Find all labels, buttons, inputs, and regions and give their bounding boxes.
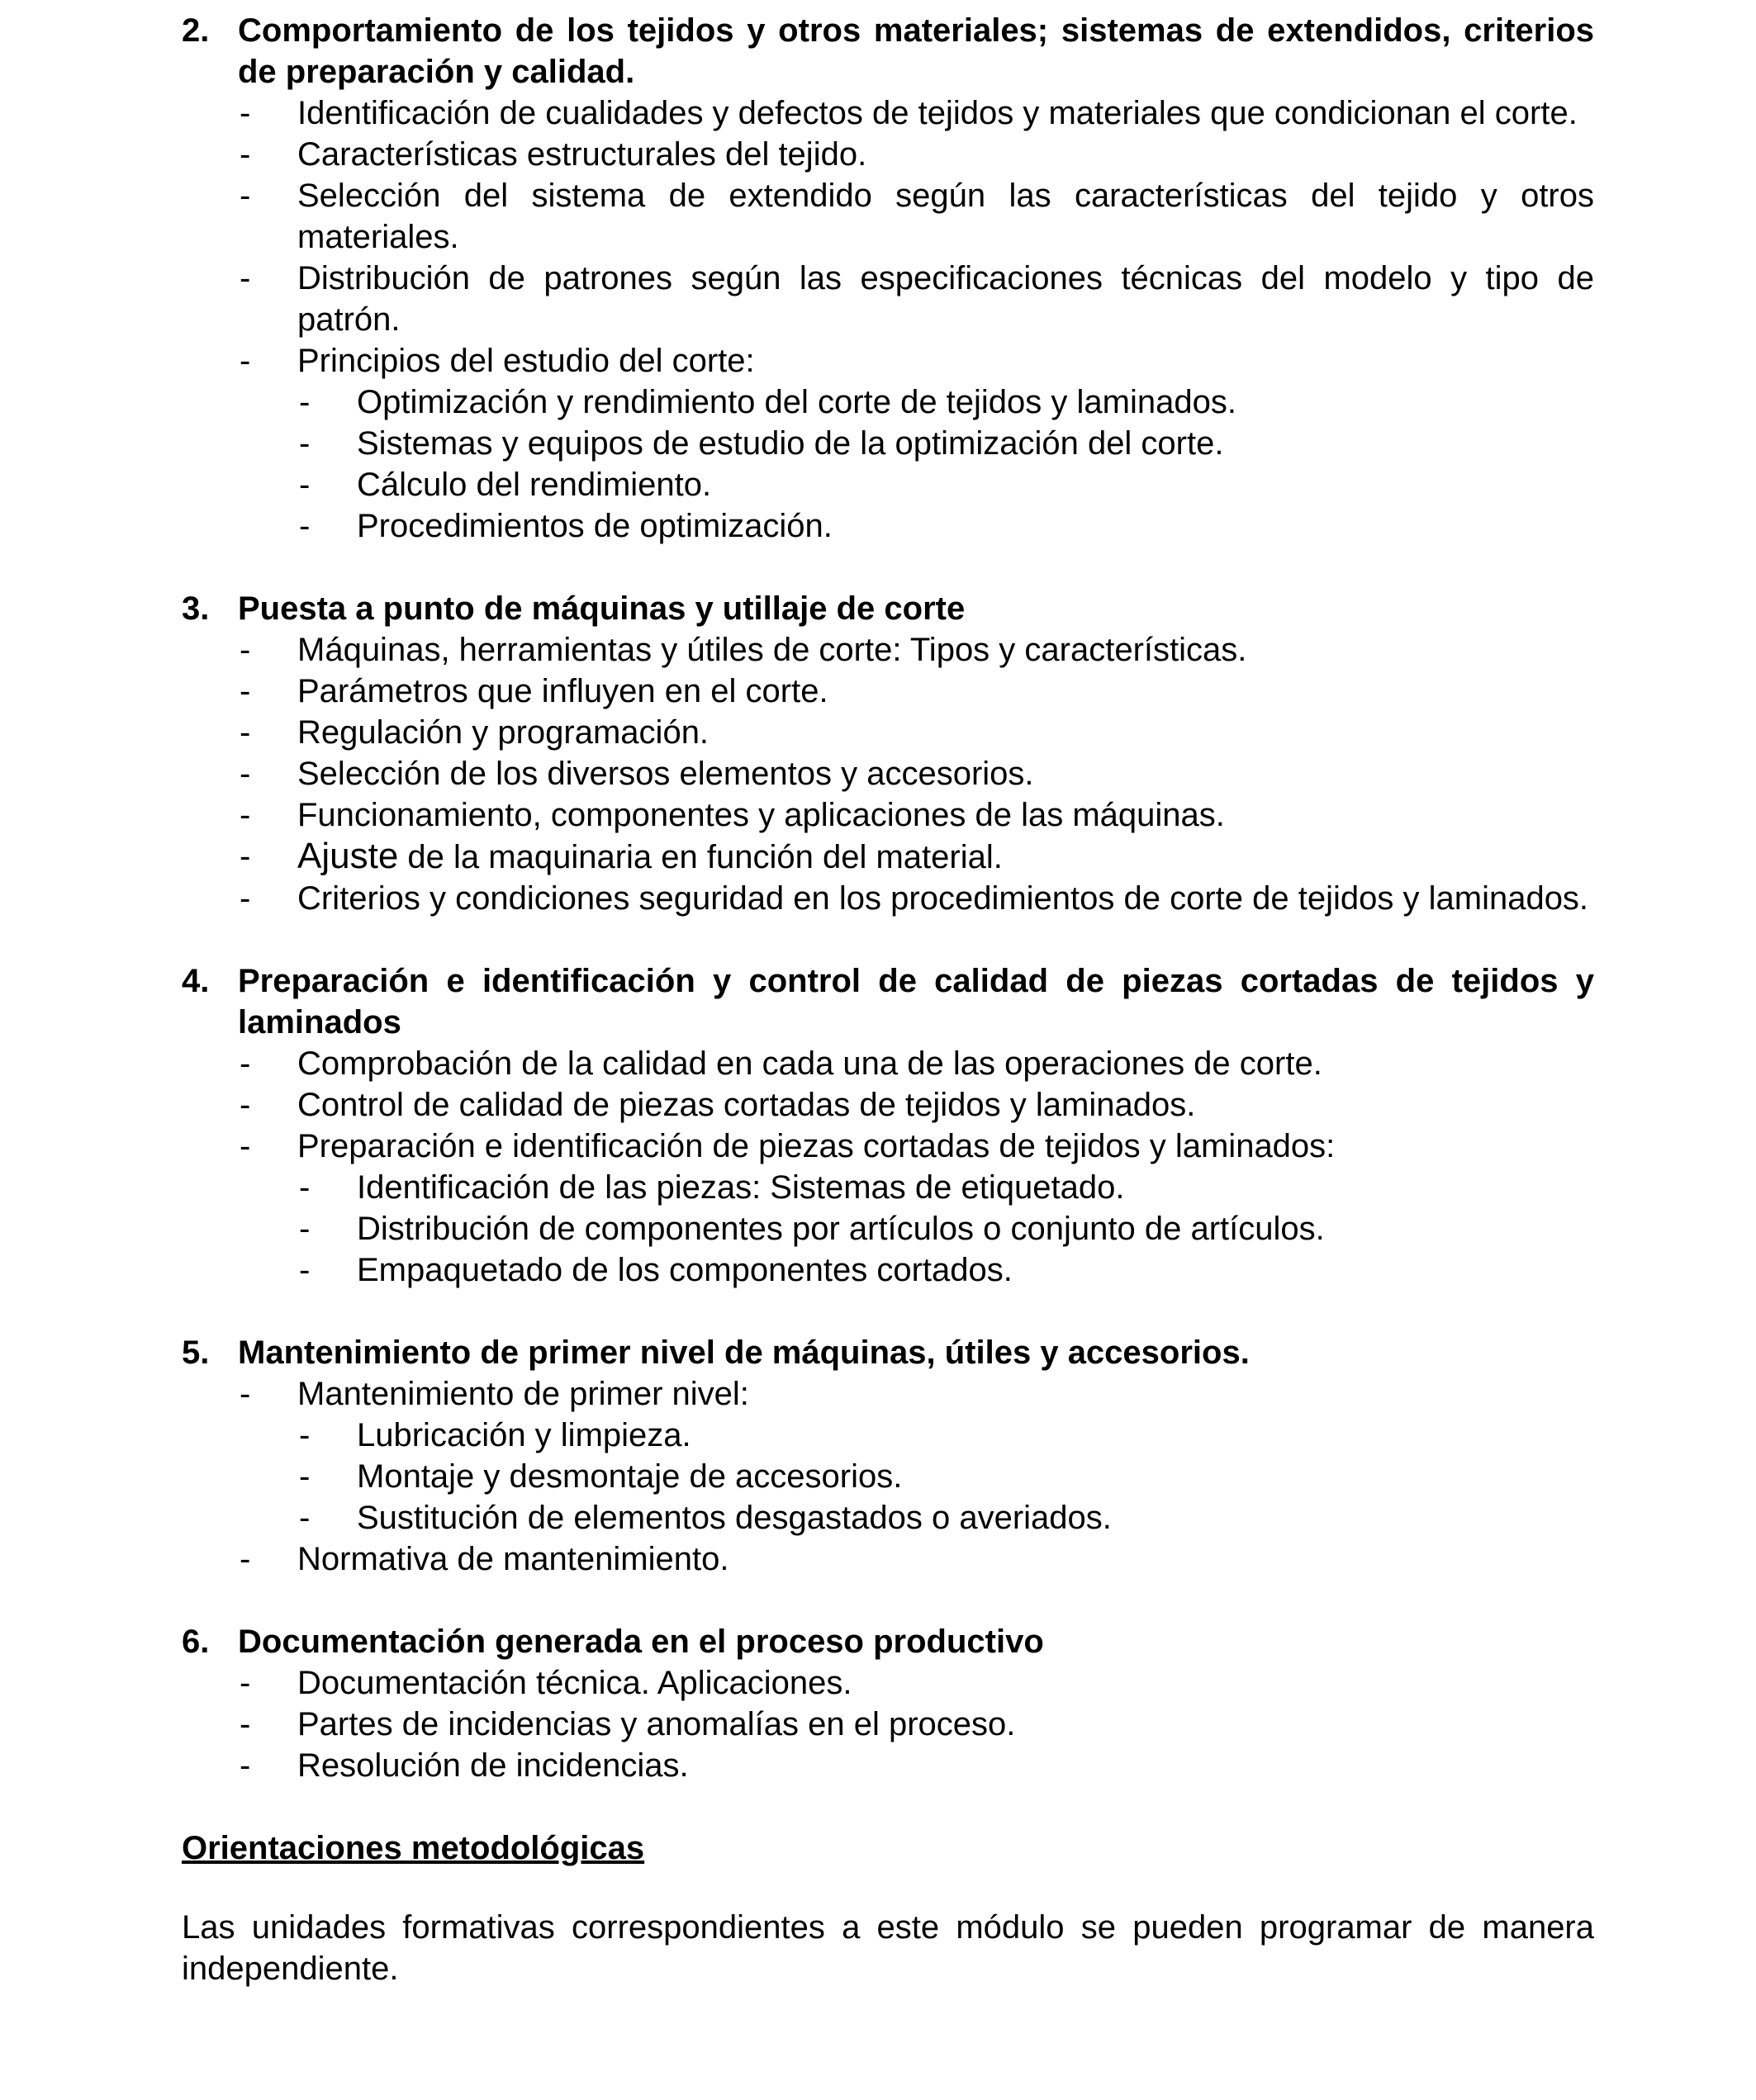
section-number: 5. — [182, 1334, 210, 1371]
item-text: Parámetros que influyen en el corte. — [297, 673, 828, 709]
dash-bullet: - — [299, 1500, 311, 1536]
subitem-text: Sustitución de elementos desgastados o averiados. — [357, 1500, 1112, 1536]
section-heading — [182, 960, 1594, 1043]
section-5 — [182, 1332, 1594, 1580]
item-text — [297, 836, 1594, 878]
item-text: Funcionamiento, componentes y aplicaciones de las máquinas. — [297, 797, 1225, 833]
item-text: Resolución de incidencias. — [297, 1747, 689, 1784]
document-content — [182, 10, 1594, 1989]
list-item — [182, 258, 1594, 340]
list-item — [182, 753, 1594, 794]
item-text: Regulación y programación. — [297, 714, 710, 751]
dash-bullet: - — [240, 343, 251, 379]
item-lead-word: Ajuste — [297, 836, 399, 876]
dash-bullet: - — [240, 178, 251, 214]
dash-bullet: - — [240, 673, 251, 709]
sub-list-item — [182, 423, 1594, 464]
subitem-text: Empaquetado de los componentes cortados. — [357, 1252, 1013, 1288]
dash-bullet: - — [240, 1706, 251, 1742]
dash-bullet: - — [240, 1128, 251, 1164]
item-text: Documentación técnica. Aplicaciones. — [297, 1665, 852, 1701]
item-text: Criterios y condiciones seguridad en los procedimientos de corte de tejidos y laminados. — [297, 880, 1589, 917]
dash-bullet: - — [240, 838, 251, 875]
section-heading — [182, 10, 1594, 92]
subitem-text: Procedimientos de optimización. — [357, 508, 833, 544]
sub-list-item — [182, 1456, 1594, 1497]
item-text: Comprobación de la calidad en cada una de las operaciones de corte. — [297, 1045, 1322, 1082]
section-6 — [182, 1621, 1594, 1786]
list-item — [182, 92, 1594, 134]
dash-bullet: - — [240, 95, 251, 131]
section-heading — [182, 1621, 1594, 1662]
section-title: Puesta a punto de máquinas y utillaje de corte — [238, 590, 966, 627]
section-heading — [182, 1332, 1594, 1373]
sub-list-item — [182, 505, 1594, 547]
list-item — [182, 1043, 1594, 1084]
dash-bullet: - — [299, 1169, 311, 1206]
dash-bullet: - — [240, 1541, 251, 1577]
list-item — [182, 712, 1594, 753]
section-2 — [182, 10, 1594, 547]
orientaciones-paragraph: Las unidades formativas correspondientes a este módulo se pueden programar de manera independiente. — [182, 1909, 1594, 1987]
item-text: Preparación e identificación de piezas cortadas de tejidos y laminados: — [297, 1128, 1336, 1164]
sub-list-item — [182, 464, 1594, 505]
section-number: 6. — [182, 1624, 210, 1660]
section-heading — [182, 588, 1594, 629]
section-title: Preparación e identificación y control de calidad de piezas cortadas de tejidos y laminados — [238, 963, 1594, 1041]
item-text: Identificación de cualidades y defectos de tejidos y materiales que condicionan el corte. — [297, 95, 1578, 131]
list-item — [182, 1745, 1594, 1786]
item-text: Partes de incidencias y anomalías en el proceso. — [297, 1706, 1016, 1742]
item-text: Mantenimiento de primer nivel: — [297, 1376, 749, 1412]
dash-bullet: - — [240, 136, 251, 173]
subitem-text: Sistemas y equipos de estudio de la optimización del corte. — [357, 425, 1224, 462]
list-item — [182, 629, 1594, 671]
dash-bullet: - — [240, 1045, 251, 1082]
list-item — [182, 175, 1594, 258]
section-3 — [182, 588, 1594, 919]
item-text: Características estructurales del tejido. — [297, 136, 867, 173]
list-item — [182, 134, 1594, 175]
sub-list-item — [182, 1249, 1594, 1291]
list-item — [182, 794, 1594, 836]
list-item — [182, 1538, 1594, 1580]
dash-bullet: - — [299, 1252, 311, 1288]
list-item — [182, 340, 1594, 382]
section-title: Documentación generada en el proceso productivo — [238, 1624, 1044, 1660]
item-text: Distribución de patrones según las especificaciones técnicas del modelo y tipo de patrón. — [297, 260, 1594, 338]
dash-bullet: - — [299, 1211, 311, 1247]
list-item — [182, 1704, 1594, 1745]
dash-bullet: - — [240, 1376, 251, 1412]
dash-bullet: - — [299, 425, 311, 462]
subitem-text: Cálculo del rendimiento. — [357, 467, 712, 503]
item-text: Selección de los diversos elementos y accesorios. — [297, 756, 1034, 792]
section-number: 3. — [182, 590, 210, 627]
dash-bullet: - — [240, 632, 251, 668]
section-4 — [182, 960, 1594, 1291]
subitem-text: Lubricación y limpieza. — [357, 1417, 691, 1453]
dash-bullet: - — [240, 797, 251, 833]
item-text: Máquinas, herramientas y útiles de corte: Tipos y características. — [297, 632, 1247, 668]
dash-bullet: - — [240, 756, 251, 792]
dash-bullet: - — [240, 714, 251, 751]
dash-bullet: - — [240, 1747, 251, 1784]
dash-bullet: - — [240, 1665, 251, 1701]
dash-bullet: - — [240, 1087, 251, 1123]
item-text: Principios del estudio del corte: — [297, 343, 755, 379]
sub-list-item — [182, 1167, 1594, 1208]
subitem-text: Distribución de componentes por artículos o conjunto de artículos. — [357, 1211, 1325, 1247]
list-item — [182, 671, 1594, 712]
item-text: Normativa de mantenimiento. — [297, 1541, 729, 1577]
item-text: Selección del sistema de extendido según las características del tejido y otros materiales. — [297, 178, 1594, 255]
dash-bullet: - — [299, 508, 311, 544]
subitem-text: Identificación de las piezas: Sistemas de etiquetado. — [357, 1169, 1125, 1206]
list-item — [182, 836, 1594, 878]
list-item — [182, 1126, 1594, 1167]
section-number: 4. — [182, 963, 210, 999]
dash-bullet: - — [299, 467, 311, 503]
sub-list-item — [182, 382, 1594, 423]
item-text: Control de calidad de piezas cortadas de tejidos y laminados. — [297, 1087, 1196, 1123]
item-rest: de la maquinaria en función del material. — [398, 839, 1003, 875]
subitem-text: Optimización y rendimiento del corte de tejidos y laminados. — [357, 384, 1236, 420]
section-number: 2. — [182, 12, 210, 49]
dash-bullet: - — [299, 1417, 311, 1453]
subitem-text: Montaje y desmontaje de accesorios. — [357, 1458, 903, 1495]
list-item — [182, 878, 1594, 919]
section-title: Comportamiento de los tejidos y otros materiales; sistemas de extendidos, criterios de preparación y calidad. — [238, 12, 1594, 90]
sub-list-item — [182, 1208, 1594, 1249]
list-item — [182, 1084, 1594, 1126]
dash-bullet: - — [299, 1458, 311, 1495]
dash-bullet: - — [240, 880, 251, 917]
list-item — [182, 1373, 1594, 1415]
dash-bullet: - — [240, 260, 251, 296]
sub-list-item — [182, 1415, 1594, 1456]
dash-bullet: - — [299, 384, 311, 420]
section-title: Mantenimiento de primer nivel de máquinas, útiles y accesorios. — [238, 1334, 1250, 1371]
orientaciones-heading: Orientaciones metodológicas — [182, 1830, 645, 1866]
sub-list-item — [182, 1497, 1594, 1538]
list-item — [182, 1662, 1594, 1704]
